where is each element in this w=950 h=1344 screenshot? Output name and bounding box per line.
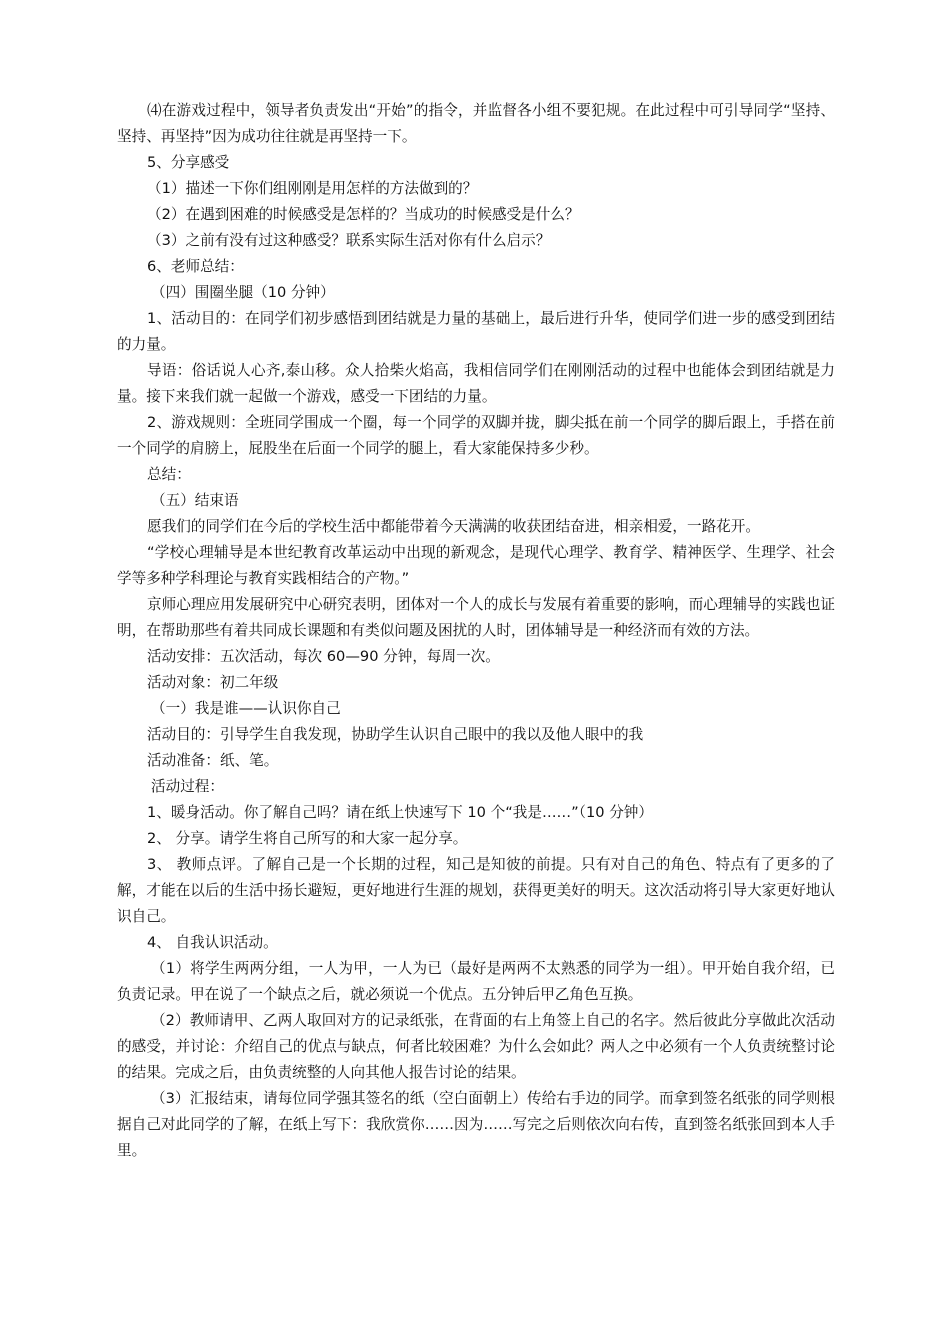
question-1-method: （1）描述一下你们组刚刚是用怎样的方法做到的？ (147, 180, 478, 197)
paragraph-quote: “学校心理辅导是本世纪教育改革运动中出现的新观念，是现代心理学、教育学、精神医学、生理学、社会学等多种学科理论与教育实践相结合的产物。” (117, 544, 835, 587)
step-3-teacher-comment: 3、 教师点评。了解自己是一个长期的过程，知己是知彼的前提。只有对自己的角色、特点有了更多的了解，才能在以后的生活中扬长避短，更好地进行生涯的规划，获得更美好的明天。这次活动将引导大家更好地认识自己。 (117, 856, 835, 925)
paragraph-game-rules: 2、游戏规则：全班同学围成一个圈，每一个同学的双脚并拢，脚尖抵在前一个同学的脚后跟上，手搭在前一个同学的肩膀上，屁股坐在后面一个同学的腿上，看大家能保持多少秒。 (117, 414, 835, 457)
label-process: 活动过程： (151, 778, 224, 795)
paragraph-closing-wish: 愿我们的同学们在今后的学校生活中都能带着今天满满的收获团结奋进，相亲相爱，一路花开。 (147, 518, 760, 535)
section-1-title: （一）我是谁——认识你自己 (151, 700, 341, 717)
section-5-title: （五）结束语 (151, 492, 239, 509)
substep-2-discussion: （2）教师请甲、乙两人取回对方的记录纸张，在背面的右上角签上自己的名字。然后彼此分享做此次活动的感受，并讨论：介绍自己的优点与缺点，何者比较困难？为什么会如此？两人之中必须有一个人负责统整讨论的结果。完成之后，由负责统整的人向其他人报告讨论的结果。 (117, 1012, 835, 1081)
paragraph-activity-purpose: 1、活动目的：在同学们初步感悟到团结就是力量的基础上，最后进行升华，使同学们进一步的感受到团结的力量。 (117, 310, 835, 353)
paragraph-research: 京师心理应用发展研究中心研究表明，团体对一个人的成长与发展有着重要的影响，而心理辅导的实践也证明，在帮助那些有着共同成长课题和有类似问题及困扰的人时，团体辅导是一种经济而有效的方法。 (117, 596, 835, 639)
step-2-share: 2、 分享。请学生将自己所写的和大家一起分享。 (147, 830, 468, 847)
paragraph-objective: 活动目的：引导学生自我发现，协助学生认识自己眼中的我以及他人眼中的我 (147, 726, 644, 743)
substep-3-report: （3）汇报结束，请每位同学强其签名的纸（空白面朝上）传给右手边的同学。而拿到签名纸张的同学则根据自己对此同学的了解，在纸上写下：我欣赏你……因为……写完之后则依次向右传，直到签名纸张回到本人手里。 (117, 1090, 835, 1159)
paragraph-introduction: 导语：俗话说人心齐,泰山移。众人拾柴火焰高，我相信同学们在刚刚活动的过程中也能体会到团结就是力量。接下来我们就一起做一个游戏，感受一下团结的力量。 (117, 362, 835, 405)
question-2-difficulty: （2）在遇到困难的时候感受是怎样的？当成功的时候感受是什么？ (147, 206, 580, 223)
paragraph-game-process-leader: ⑷在游戏过程中，领导者负责发出“开始”的指令，并监督各小组不要犯规。在此过程中可引导同学“坚持、坚持、再坚持”因为成功往往就是再坚持一下。 (117, 102, 835, 145)
heading-teacher-summary: 6、老师总结： (147, 258, 244, 275)
section-4-title: （四）围圈坐腿（10 分钟） (151, 284, 335, 301)
paragraph-target: 活动对象：初二年级 (147, 674, 279, 691)
paragraph-materials: 活动准备：纸、笔。 (147, 752, 279, 769)
label-summary: 总结： (147, 466, 191, 483)
substep-1-pairs: （1）将学生两两分组，一人为甲，一人为已（最好是两两不太熟悉的同学为一组）。甲开始自我介绍，已负责记录。甲在说了一个缺点之后，就必须说一个优点。五分钟后甲乙角色互换。 (117, 960, 835, 1003)
paragraph-schedule: 活动安排：五次活动，每次 60—90 分钟，每周一次。 (147, 648, 500, 665)
document-page (117, 98, 835, 1164)
step-1-warmup: 1、暖身活动。你了解自己吗？请在纸上快速写下 10 个“我是……”（10 分钟） (147, 804, 653, 821)
question-3-inspiration: （3）之前有没有过这种感受？联系实际生活对你有什么启示？ (147, 232, 551, 249)
step-4-self-awareness: 4、 自我认识活动。 (147, 934, 278, 951)
heading-share-feelings: 5、分享感受 (147, 154, 230, 171)
